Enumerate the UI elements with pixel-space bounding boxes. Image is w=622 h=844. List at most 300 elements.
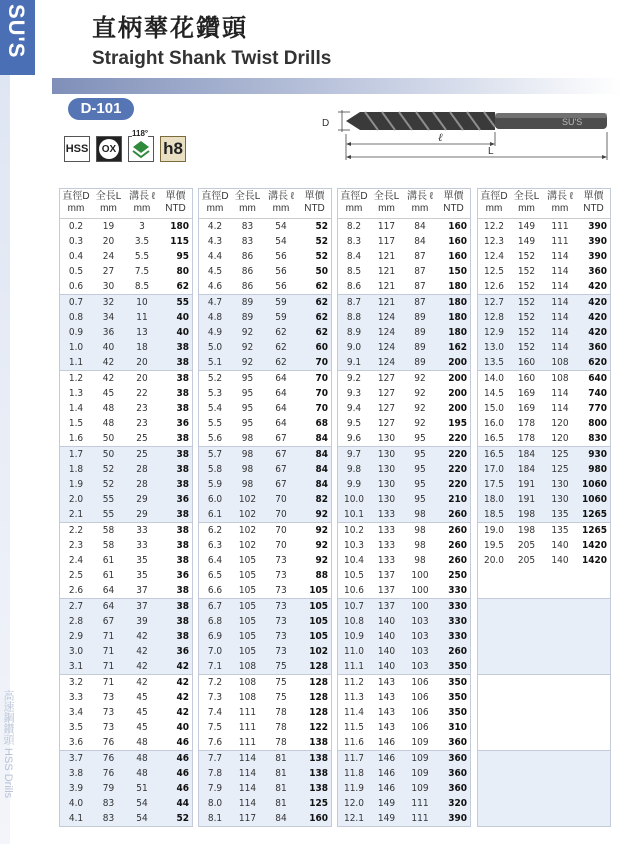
cell-diameter: 8.2 (338, 219, 370, 235)
cell-price: 55 (159, 295, 192, 311)
cell-overall-length: 133 (370, 523, 403, 539)
cell-diameter: 12.7 (478, 295, 510, 311)
table-row (478, 234, 610, 249)
cell-flute-length (543, 675, 577, 691)
cell-diameter: 9.4 (338, 401, 370, 416)
table-row (60, 386, 192, 401)
cell-diameter: 13.0 (478, 340, 510, 355)
cell-flute-length: 109 (403, 735, 437, 751)
cell-diameter: 8.7 (338, 295, 370, 311)
cell-price: 620 (577, 355, 610, 371)
cell-price: 38 (159, 386, 192, 401)
cell-flute-length: 87 (403, 279, 437, 295)
table-row (199, 811, 331, 826)
cell-flute-length: 35 (125, 553, 159, 568)
cell-diameter: 7.6 (199, 735, 231, 751)
cell-diameter: 12.9 (478, 325, 510, 340)
cell-price: 1420 (577, 553, 610, 568)
cell-overall-length: 83 (92, 796, 125, 811)
cell-diameter: 0.4 (60, 249, 92, 264)
cell-price: 92 (298, 507, 331, 523)
cell-overall-length: 55 (92, 507, 125, 523)
cell-flute-length: 10 (125, 295, 159, 311)
cell-price: 38 (159, 431, 192, 447)
cell-overall-length: 52 (92, 477, 125, 492)
cell-diameter (478, 629, 510, 644)
cell-price: 150 (437, 264, 470, 279)
table-row (60, 690, 192, 705)
table-row (60, 568, 192, 583)
cell-overall-length: 76 (92, 751, 125, 767)
cell-overall-length: 152 (510, 249, 543, 264)
cell-overall-length: 114 (231, 751, 264, 767)
cell-flute-length (543, 705, 577, 720)
header-d-line-0: 直徑D (480, 191, 508, 202)
cell-diameter: 5.7 (199, 447, 231, 463)
header-L (370, 189, 403, 219)
cell-diameter: 11.5 (338, 720, 370, 735)
cell-price: 38 (159, 614, 192, 629)
table-row (199, 340, 331, 355)
cell-overall-length: 86 (231, 264, 264, 279)
cell-overall-length: 133 (370, 553, 403, 568)
cell-price: 195 (437, 416, 470, 431)
cell-flute-length: 98 (403, 538, 437, 553)
cell-flute-length: 73 (264, 629, 298, 644)
cell-overall-length: 95 (231, 371, 264, 387)
cell-diameter: 5.9 (199, 477, 231, 492)
cell-flute-length: 70 (264, 507, 298, 523)
cell-overall-length: 102 (231, 492, 264, 507)
cell-flute-length: 7.5 (125, 264, 159, 279)
cell-overall-length: 137 (370, 583, 403, 599)
cell-price: 38 (159, 401, 192, 416)
cell-price: 80 (159, 264, 192, 279)
table-row (60, 310, 192, 325)
table-row (478, 553, 610, 568)
cell-flute-length (543, 751, 577, 767)
cell-diameter: 18.5 (478, 507, 510, 523)
cell-overall-length (510, 735, 543, 751)
cell-diameter: 3.6 (60, 735, 92, 751)
cell-diameter: 2.7 (60, 599, 92, 615)
header-price-line-1: NTD (443, 203, 464, 214)
cell-overall-length: 98 (231, 462, 264, 477)
cell-price: 62 (298, 295, 331, 311)
table-row (199, 355, 331, 371)
cell-price: 180 (437, 295, 470, 311)
cell-flute-length: 130 (543, 492, 577, 507)
cell-overall-length: 92 (231, 355, 264, 371)
table-row (60, 507, 192, 523)
table-row (60, 219, 192, 235)
cell-price: 128 (298, 675, 331, 691)
cell-flute-length: 64 (264, 386, 298, 401)
cell-price: 122 (298, 720, 331, 735)
cell-diameter: 11.7 (338, 751, 370, 767)
cell-diameter: 2.6 (60, 583, 92, 599)
table-row (199, 629, 331, 644)
table-row (60, 629, 192, 644)
header-row (60, 189, 192, 219)
cell-overall-length: 130 (370, 447, 403, 463)
cell-price: 420 (577, 279, 610, 295)
cell-price: 162 (437, 340, 470, 355)
header-row (338, 189, 470, 219)
table-row (338, 644, 470, 659)
cell-price: 220 (437, 431, 470, 447)
table-row (199, 644, 331, 659)
cell-overall-length: 98 (231, 477, 264, 492)
cell-flute-length: 73 (264, 599, 298, 615)
cell-diameter: 5.6 (199, 431, 231, 447)
cell-flute-length (543, 659, 577, 675)
header-d (478, 189, 510, 219)
cell-price: 360 (577, 340, 610, 355)
cell-flute-length: 51 (125, 781, 159, 796)
side-caption: 高速鋼鑽頭 HSS Drills (2, 690, 14, 799)
cell-flute-length: 11 (125, 310, 159, 325)
cell-flute-length: 81 (264, 751, 298, 767)
cell-flute-length: 3.5 (125, 234, 159, 249)
cell-overall-length: 130 (370, 431, 403, 447)
cell-overall-length: 191 (510, 492, 543, 507)
header-price-line-1: NTD (304, 203, 325, 214)
cell-overall-length: 64 (92, 599, 125, 615)
diagram-l-label: ℓ (438, 132, 443, 144)
cell-flute-length: 84 (264, 811, 298, 826)
table-row (199, 325, 331, 340)
table-row (478, 355, 610, 371)
cell-diameter: 7.1 (199, 659, 231, 675)
cell-price: 38 (159, 477, 192, 492)
cell-diameter: 8.4 (338, 249, 370, 264)
cell-diameter: 1.0 (60, 340, 92, 355)
cell-flute-length: 108 (543, 355, 577, 371)
cell-diameter: 4.9 (199, 325, 231, 340)
cell-overall-length: 34 (92, 310, 125, 325)
cell-diameter: 8.9 (338, 325, 370, 340)
cell-price: 84 (298, 447, 331, 463)
cell-flute-length: 48 (125, 735, 159, 751)
table-row (338, 447, 470, 463)
cell-flute-length: 89 (403, 355, 437, 371)
cell-overall-length: 140 (370, 659, 403, 675)
cell-overall-length: 73 (92, 690, 125, 705)
cell-price: 260 (437, 538, 470, 553)
cell-flute-length: 33 (125, 538, 159, 553)
table-row (199, 659, 331, 675)
cell-price: 40 (159, 720, 192, 735)
table-row (478, 599, 610, 615)
cell-diameter: 0.3 (60, 234, 92, 249)
table-row (60, 675, 192, 691)
cell-overall-length: 108 (231, 659, 264, 675)
cell-overall-length: 71 (92, 675, 125, 691)
cell-flute-length: 111 (543, 219, 577, 235)
cell-price: 38 (159, 355, 192, 371)
cell-price: 38 (159, 553, 192, 568)
cell-overall-length: 169 (510, 401, 543, 416)
cell-flute-length: 103 (403, 614, 437, 629)
cell-overall-length: 127 (370, 386, 403, 401)
table-row (199, 219, 331, 235)
cell-overall-length: 58 (92, 523, 125, 539)
cell-price: 390 (437, 811, 470, 826)
table-row (60, 340, 192, 355)
table-row (478, 310, 610, 325)
cell-flute-length (543, 599, 577, 615)
table-row (478, 325, 610, 340)
angle-symbol (129, 137, 153, 161)
cell-diameter: 18.0 (478, 492, 510, 507)
header-divider (52, 78, 622, 94)
table-row (478, 690, 610, 705)
cell-diameter: 5.2 (199, 371, 231, 387)
cell-flute-length: 75 (264, 690, 298, 705)
cell-flute-length: 81 (264, 796, 298, 811)
cell-overall-length: 111 (231, 735, 264, 751)
cell-diameter: 5.3 (199, 386, 231, 401)
cell-diameter (478, 675, 510, 691)
cell-overall-length: 105 (231, 553, 264, 568)
ox-label: OX (99, 139, 119, 159)
cell-flute-length: 114 (543, 386, 577, 401)
cell-diameter: 11.2 (338, 675, 370, 691)
cell-price: 260 (437, 523, 470, 539)
cell-flute-length: 8.5 (125, 279, 159, 295)
cell-diameter (478, 781, 510, 796)
cell-price: 220 (437, 447, 470, 463)
cell-overall-length: 89 (231, 310, 264, 325)
cell-price: 105 (298, 599, 331, 615)
cell-flute-length: 89 (403, 340, 437, 355)
table-row (478, 659, 610, 675)
table-row (338, 477, 470, 492)
header-l-line-0: 溝長 ℓ (128, 191, 155, 202)
cell-price: 420 (577, 295, 610, 311)
table-row (338, 705, 470, 720)
header-d-line-0: 直徑D (201, 191, 229, 202)
cell-overall-length: 152 (510, 279, 543, 295)
cell-flute-length (543, 568, 577, 583)
cell-overall-length: 105 (231, 583, 264, 599)
cell-flute-length: 89 (403, 325, 437, 340)
cell-flute-length (543, 629, 577, 644)
cell-price (577, 583, 610, 599)
cell-overall-length: 108 (231, 675, 264, 691)
cell-diameter (478, 644, 510, 659)
cell-price: 62 (298, 279, 331, 295)
cell-overall-length: 152 (510, 295, 543, 311)
table-row (60, 705, 192, 720)
table-row (60, 614, 192, 629)
cell-price: 160 (437, 219, 470, 235)
table-row (478, 416, 610, 431)
cell-overall-length: 152 (510, 325, 543, 340)
cell-price: 1060 (577, 477, 610, 492)
cell-overall-length: 48 (92, 416, 125, 431)
cell-diameter: 11.3 (338, 690, 370, 705)
cell-overall-length: 124 (370, 355, 403, 371)
cell-flute-length: 111 (403, 796, 437, 811)
table-row (478, 401, 610, 416)
cell-price: 980 (577, 462, 610, 477)
table-row (60, 416, 192, 431)
cell-price (577, 751, 610, 767)
table-row (338, 279, 470, 295)
cell-flute-length: 100 (403, 568, 437, 583)
cell-diameter: 5.1 (199, 355, 231, 371)
cell-diameter: 4.1 (60, 811, 92, 826)
cell-flute-length: 73 (264, 553, 298, 568)
cell-flute-length: 114 (543, 295, 577, 311)
cell-price: 36 (159, 568, 192, 583)
cell-diameter: 0.8 (60, 310, 92, 325)
cell-overall-length: 121 (370, 295, 403, 311)
header-d (338, 189, 370, 219)
cell-overall-length: 105 (231, 599, 264, 615)
cell-price: 360 (437, 735, 470, 751)
table-row (338, 264, 470, 279)
header-l-line-1: mm (133, 203, 151, 214)
cell-overall-length: 40 (92, 340, 125, 355)
cell-price: 88 (298, 568, 331, 583)
cell-price: 46 (159, 751, 192, 767)
cell-flute-length: 114 (543, 310, 577, 325)
cell-overall-length: 105 (231, 568, 264, 583)
cell-price: 200 (437, 401, 470, 416)
cell-diameter: 5.4 (199, 401, 231, 416)
cell-diameter: 8.6 (338, 279, 370, 295)
cell-flute-length (543, 583, 577, 599)
cell-flute-length: 135 (543, 523, 577, 539)
cell-flute-length: 70 (264, 523, 298, 539)
cell-overall-length: 114 (231, 766, 264, 781)
cell-overall-length: 61 (92, 568, 125, 583)
table-row (199, 371, 331, 387)
cell-diameter: 6.6 (199, 583, 231, 599)
cell-diameter: 4.2 (199, 219, 231, 235)
cell-price: 160 (437, 249, 470, 264)
cell-overall-length: 58 (92, 538, 125, 553)
table-row (478, 781, 610, 796)
cell-flute-length: 67 (264, 431, 298, 447)
cell-diameter: 8.1 (199, 811, 231, 826)
table-row (199, 705, 331, 720)
cell-diameter: 4.8 (199, 310, 231, 325)
table-row (199, 401, 331, 416)
cell-price (577, 690, 610, 705)
cell-price: 52 (298, 234, 331, 249)
table-row (338, 599, 470, 615)
cell-overall-length: 127 (370, 401, 403, 416)
table-row (199, 279, 331, 295)
cell-flute-length: 109 (403, 766, 437, 781)
cell-price: 930 (577, 447, 610, 463)
cell-price: 138 (298, 781, 331, 796)
cell-diameter: 3.5 (60, 720, 92, 735)
cell-diameter (478, 583, 510, 599)
cell-diameter: 12.4 (478, 249, 510, 264)
cell-overall-length: 83 (231, 234, 264, 249)
cell-flute-length: 28 (125, 477, 159, 492)
table-row (478, 751, 610, 767)
cell-flute-length: 106 (403, 720, 437, 735)
cell-diameter: 6.3 (199, 538, 231, 553)
header-L-line-0: 全長L (373, 191, 400, 202)
cell-price: 40 (159, 310, 192, 325)
table-row (60, 796, 192, 811)
table-row (199, 507, 331, 523)
cell-flute-length: 87 (403, 264, 437, 279)
table-row (60, 735, 192, 751)
cell-diameter: 7.9 (199, 781, 231, 796)
table-row (60, 355, 192, 371)
cell-overall-length (510, 568, 543, 583)
cell-flute-length: 54 (264, 219, 298, 235)
header-L-line-0: 全長L (234, 191, 261, 202)
cell-price (577, 675, 610, 691)
cell-price (577, 766, 610, 781)
cell-diameter (478, 599, 510, 615)
cell-overall-length: 137 (370, 599, 403, 615)
cell-overall-length: 50 (92, 431, 125, 447)
cell-price: 330 (437, 583, 470, 599)
cell-price: 102 (298, 644, 331, 659)
cell-diameter: 11.0 (338, 644, 370, 659)
cell-price: 46 (159, 766, 192, 781)
table-row (338, 735, 470, 751)
cell-diameter: 7.7 (199, 751, 231, 767)
cell-overall-length: 121 (370, 264, 403, 279)
cell-price: 92 (298, 553, 331, 568)
cell-diameter: 6.4 (199, 553, 231, 568)
cell-overall-length: 124 (370, 325, 403, 340)
cell-price: 44 (159, 796, 192, 811)
table-row (199, 735, 331, 751)
table-row (478, 796, 610, 811)
table-row (338, 310, 470, 325)
cell-flute-length: 20 (125, 371, 159, 387)
cell-overall-length: 32 (92, 295, 125, 311)
cell-diameter: 7.2 (199, 675, 231, 691)
cell-flute-length: 100 (403, 599, 437, 615)
cell-diameter: 6.7 (199, 599, 231, 615)
header-L (92, 189, 125, 219)
table-row (60, 447, 192, 463)
cell-price: 180 (159, 219, 192, 235)
cell-overall-length: 73 (92, 720, 125, 735)
table-row (478, 249, 610, 264)
cell-flute-length: 25 (125, 431, 159, 447)
cell-price: 330 (437, 599, 470, 615)
cell-diameter: 14.5 (478, 386, 510, 401)
cell-diameter: 0.5 (60, 264, 92, 279)
cell-flute-length: 140 (543, 553, 577, 568)
table-row (338, 751, 470, 767)
cell-overall-length (510, 781, 543, 796)
table-row (478, 583, 610, 599)
cell-diameter: 11.9 (338, 781, 370, 796)
cell-overall-length: 146 (370, 735, 403, 751)
cell-overall-length: 205 (510, 553, 543, 568)
cell-price (577, 811, 610, 826)
cell-flute-length: 87 (403, 295, 437, 311)
cell-diameter: 0.6 (60, 279, 92, 295)
table-row (478, 279, 610, 295)
cell-price: 260 (437, 553, 470, 568)
